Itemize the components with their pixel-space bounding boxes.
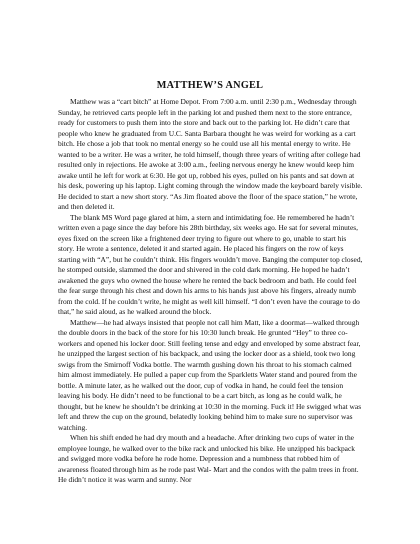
paragraph: The blank MS Word page glared at him, a stern and intimidating foe. He remembered he hadn’t written even a page since the day before his 28th birthday, six weeks ago. He sat for several minutes, eyes fixed on the screen like a frightened deer trying to figure out where to go, unable to start his story. He wrote a sentence, deleted it and started again. He placed his fingers on the row of keys starting with “A”, but he couldn’t think. His fingers wouldn’t move. Banging the computer top closed, he stomped outside, slammed the door and shivered in the cold dark morning. He hoped he hadn’t awakened the guys who owned the house where he rented the back bedroom and bath. He could feel the fear surge through his chest and down his arms to his hands just above his fingers, already numb from the cold. If he couldn’t write, he might as well kill himself. “I don’t even have the courage to do that,” he said aloud, as he walked around the block. <box>58 212 363 316</box>
paragraph: When his shift ended he had dry mouth and a headache. After drinking two cups of water in the employee lounge, he walked over to the bike rack and unlocked his bike. He unzipped his backpack and swigged more vodka before he rode home. Depression and a numbness that robbed him of awareness floated through him as he rode past Wal- Mart and the condos with the palm trees in front. He didn’t notice it was warm and sunny. Nor <box>58 433 359 484</box>
document-title: MATTHEW’S ANGEL <box>156 80 264 91</box>
paragraph: Matthew—he had always insisted that people not call him Matt, like a doormat—walked through the double doors in the back of the store for his 10:30 lunch break. He grunted “Hey” to three co-workers and opened his locker door. Still feeling tense and edgy and enveloped by some abstract fear, he unzipped the largest section of his backpack, and using the locker door as a shield, took two long swigs from the Smirnoff Vodka bottle. The warmth gushing down his throat to his stomach calmed him almost immediately. He pulled a paper cup from the Sparkletts Water stand and poured from the bottle. A minute later, as he walked out the door, cup of vodka in hand, he could feel the tension leaving his body. He didn’t need to be functional to be a cart bitch, as long as he could walk, he thought, but he knew he shouldn’t be drinking at 10:30 in the morning. Fuck it! He swigged what was left and threw the cup on the ground, belatedly looking behind him to make sure no supervisor was watching. <box>58 317 362 432</box>
paragraph: Matthew was a “cart bitch” at Home Depot. From 7:00 a.m. until 2:30 p.m., Wednesday through Sunday, he retrieved carts people left in the parking lot and pushed them next to the store entrance, ready for customers to push them into the store and back out to the parking lot. He didn’t care that people who knew he graduated from U.C. Santa Barbara thought he was weird for working as a cart bitch. He chose a job that took no mental energy so he could use all his mental energy to write. He wanted to be a writer. He was a writer, he told himself, though three years of writing after college had resulted only in rejections. He awoke at 3:00 a.m., feeling nervous energy he knew would keep him awake until he left for work at 6:30. He got up, robbed his eyes, pulled on his pants and sat down at his desk, powering up his laptop. Light coming through the window made the keyboard barely visible. He decided to start a new short story. “As Jim floated above the floor of the space station,” he wrote, and then deleted it. <box>58 97 363 211</box>
document-body <box>58 97 364 486</box>
